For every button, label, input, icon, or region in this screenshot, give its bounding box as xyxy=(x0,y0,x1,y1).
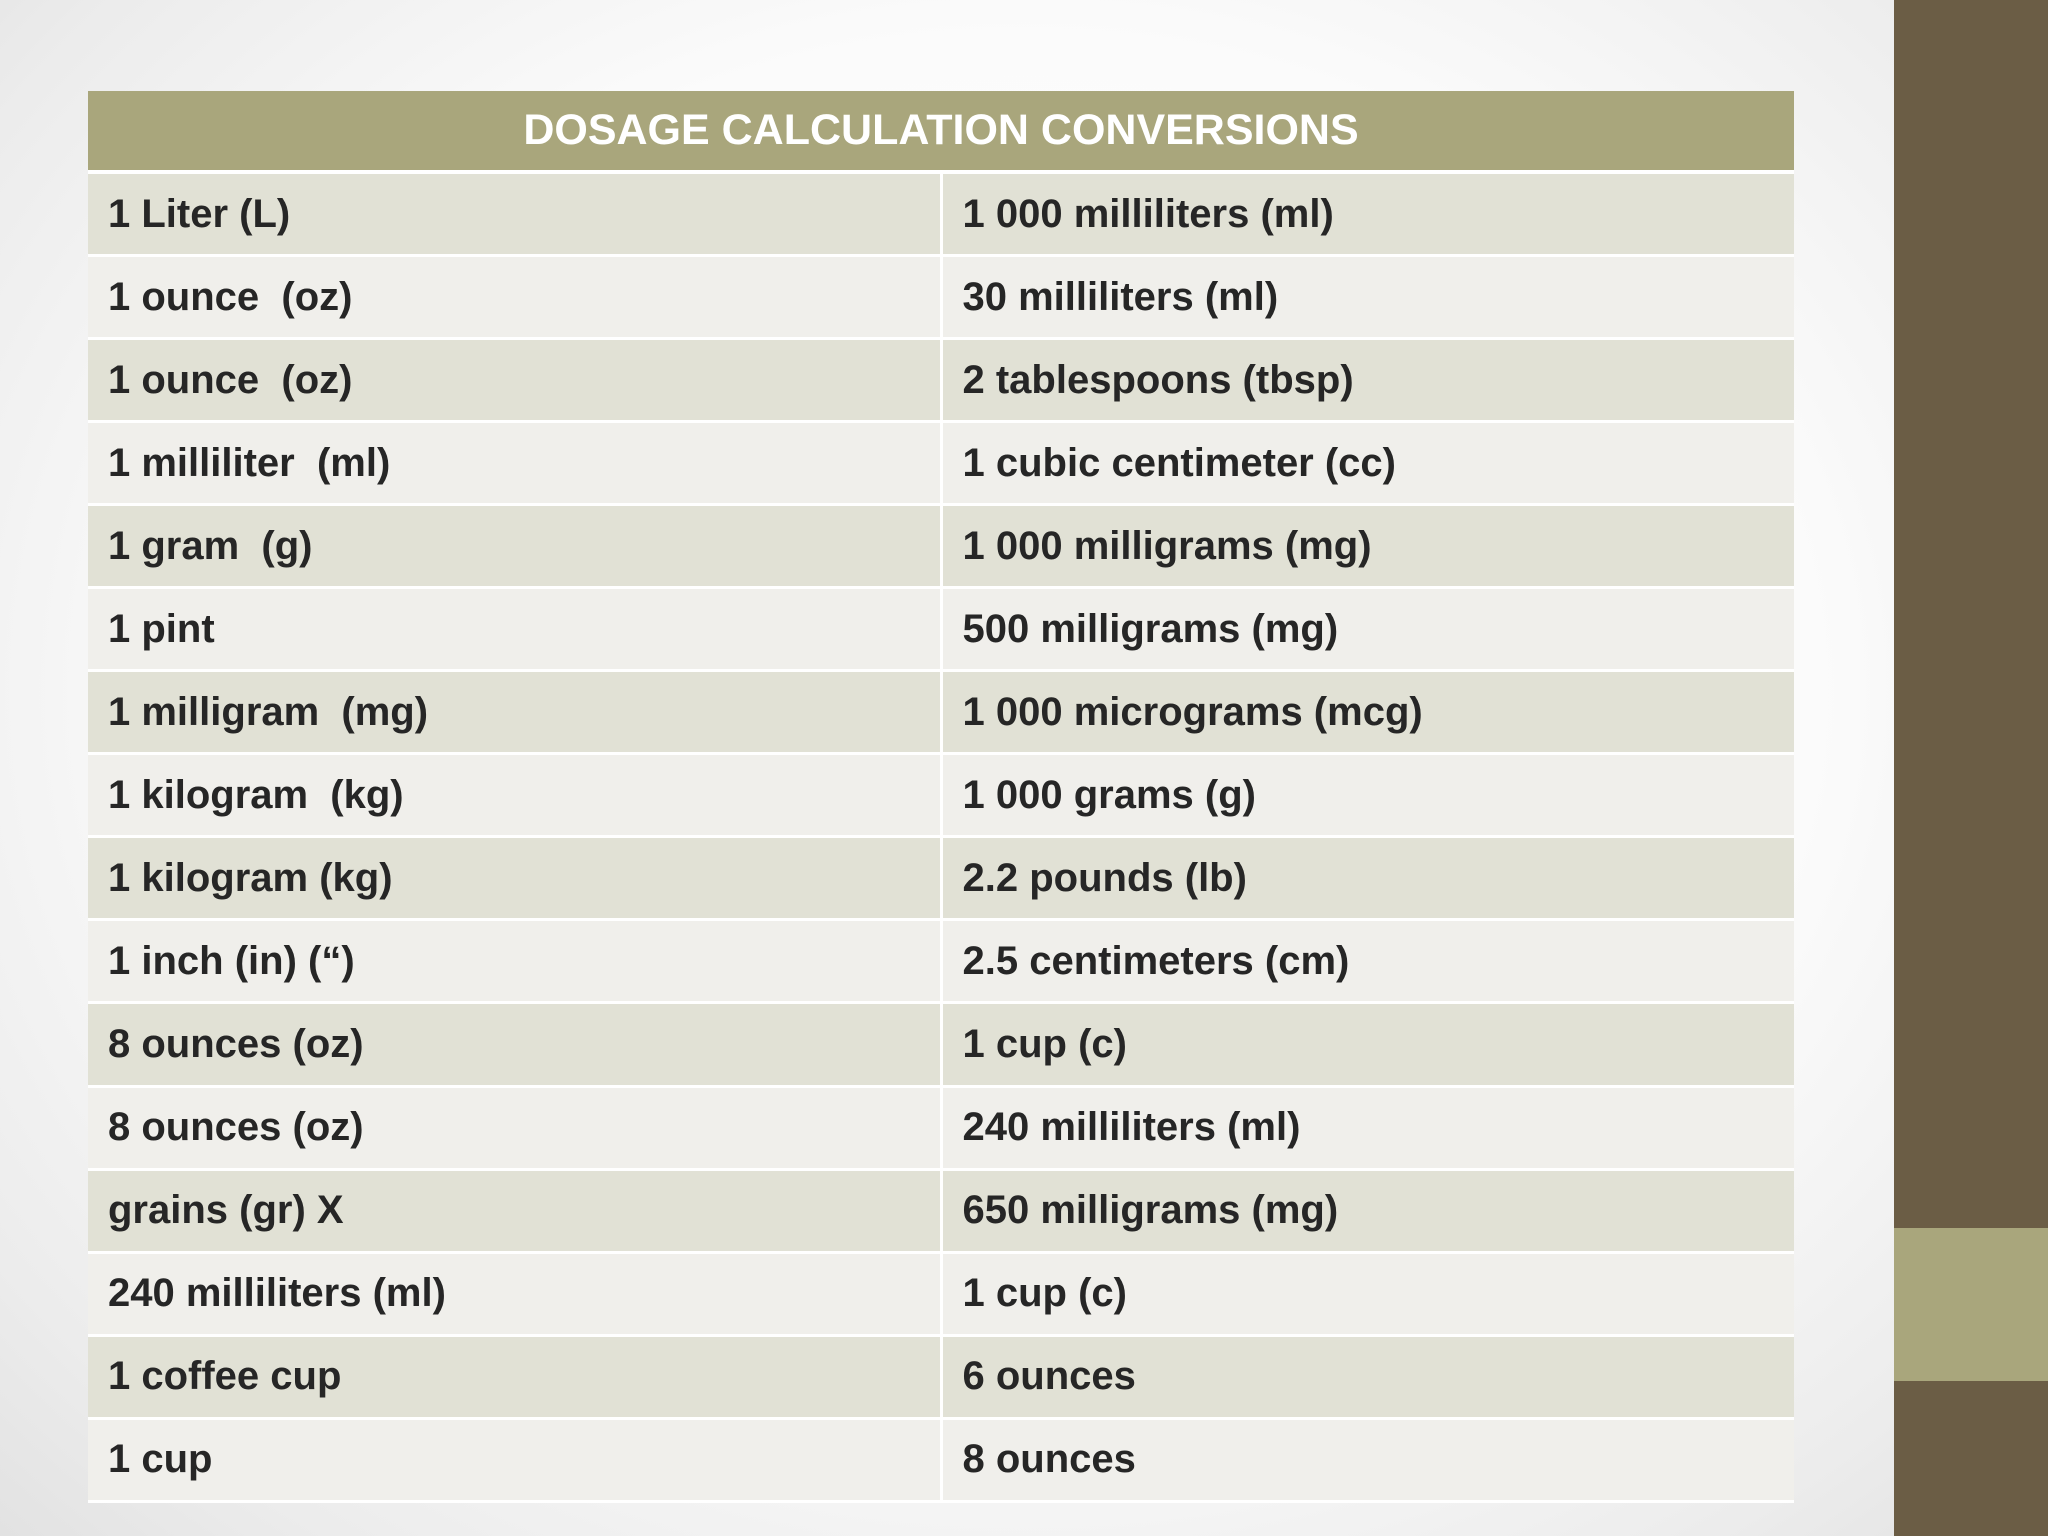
table-row xyxy=(88,422,1794,505)
unit-from-cell: 1 milligram (mg) xyxy=(88,671,941,754)
unit-to-cell: 500 milligrams (mg) xyxy=(941,588,1794,671)
table-row xyxy=(88,505,1794,588)
unit-from-cell: 1 kilogram (kg) xyxy=(88,754,941,837)
unit-to-cell: 1 000 micrograms (mcg) xyxy=(941,671,1794,754)
unit-from-cell: 8 ounces (oz) xyxy=(88,1003,941,1086)
unit-to-cell: 1 cup (c) xyxy=(941,1252,1794,1335)
table-row xyxy=(88,920,1794,1003)
table-row xyxy=(88,837,1794,920)
unit-from-cell: grains (gr) X xyxy=(88,1169,941,1252)
table-header-row xyxy=(88,91,1794,172)
unit-from-cell: 1 gram (g) xyxy=(88,505,941,588)
unit-to-cell: 1 cubic centimeter (cc) xyxy=(941,422,1794,505)
unit-to-cell: 2.5 centimeters (cm) xyxy=(941,920,1794,1003)
table-row xyxy=(88,1252,1794,1335)
table-title: DOSAGE CALCULATION CONVERSIONS xyxy=(88,91,1794,172)
table-row xyxy=(88,671,1794,754)
table-row xyxy=(88,1418,1794,1501)
unit-to-cell: 2.2 pounds (lb) xyxy=(941,837,1794,920)
unit-from-cell: 1 cup xyxy=(88,1418,941,1501)
unit-to-cell: 650 milligrams (mg) xyxy=(941,1169,1794,1252)
table-row xyxy=(88,1003,1794,1086)
unit-to-cell: 1 000 grams (g) xyxy=(941,754,1794,837)
unit-from-cell: 1 milliliter (ml) xyxy=(88,422,941,505)
table-body xyxy=(88,172,1794,1502)
table-row xyxy=(88,172,1794,256)
table-row xyxy=(88,1169,1794,1252)
table-row xyxy=(88,1086,1794,1169)
unit-from-cell: 1 kilogram (kg) xyxy=(88,837,941,920)
conversion-table xyxy=(88,91,1794,1503)
conversion-table-container xyxy=(88,91,1794,1503)
unit-from-cell: 240 milliliters (ml) xyxy=(88,1252,941,1335)
unit-to-cell: 240 milliliters (ml) xyxy=(941,1086,1794,1169)
unit-from-cell: 1 Liter (L) xyxy=(88,172,941,256)
unit-to-cell: 1 000 milliliters (ml) xyxy=(941,172,1794,256)
unit-to-cell: 1 000 milligrams (mg) xyxy=(941,505,1794,588)
unit-from-cell: 1 pint xyxy=(88,588,941,671)
table-row xyxy=(88,339,1794,422)
table-row xyxy=(88,754,1794,837)
side-decoration-accent xyxy=(1894,1228,2048,1381)
unit-to-cell: 1 cup (c) xyxy=(941,1003,1794,1086)
unit-from-cell: 1 coffee cup xyxy=(88,1335,941,1418)
table-row xyxy=(88,1335,1794,1418)
unit-from-cell: 1 ounce (oz) xyxy=(88,339,941,422)
table-row xyxy=(88,588,1794,671)
unit-to-cell: 2 tablespoons (tbsp) xyxy=(941,339,1794,422)
unit-to-cell: 8 ounces xyxy=(941,1418,1794,1501)
unit-from-cell: 1 inch (in) (“) xyxy=(88,920,941,1003)
unit-from-cell: 1 ounce (oz) xyxy=(88,256,941,339)
unit-from-cell: 8 ounces (oz) xyxy=(88,1086,941,1169)
unit-to-cell: 30 milliliters (ml) xyxy=(941,256,1794,339)
table-row xyxy=(88,256,1794,339)
unit-to-cell: 6 ounces xyxy=(941,1335,1794,1418)
